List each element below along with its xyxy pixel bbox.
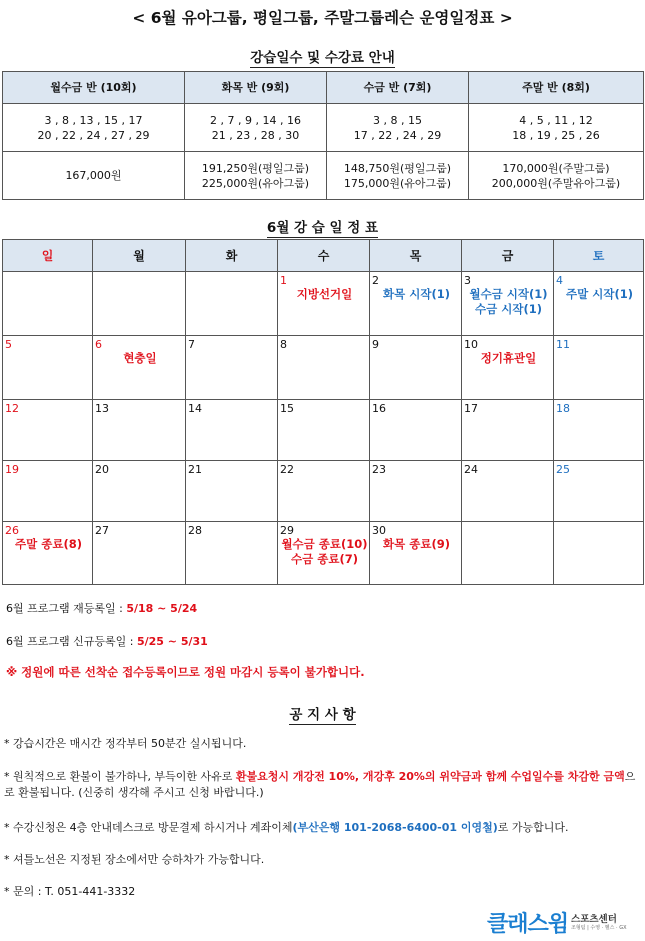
calendar-day-cell: [370, 461, 462, 522]
calendar-day-cell: [278, 522, 370, 585]
logo-mark: 클래스윔: [487, 912, 569, 937]
weekday-sat: 토: [554, 240, 644, 272]
calendar-day-cell: [3, 272, 93, 336]
calendar-day-cell: [186, 336, 278, 400]
fee-amount-mwf: 167,000원: [3, 152, 185, 200]
calendar-week: [3, 522, 644, 585]
calendar-day-cell: [370, 336, 462, 400]
day-number: 21: [188, 463, 202, 476]
day-number: 26: [5, 524, 19, 537]
fee-header-wf: 수금 반 (7회): [327, 72, 469, 104]
calendar-day-cell: [3, 336, 93, 400]
calendar-day-cell: [3, 461, 93, 522]
calendar-day-cell: [554, 272, 644, 336]
day-number: 17: [464, 402, 478, 415]
day-number: 2: [372, 274, 379, 287]
new-register-line: 6월 프로그램 신규등록일 : 5/25 ~ 5/31: [6, 635, 208, 648]
calendar-event: 주말 시작(1): [566, 287, 633, 301]
day-number: 4: [556, 274, 563, 287]
calendar-day-cell: [186, 522, 278, 585]
notice-item-2: * 원칙적으로 환불이 불가하나, 부득이한 사유로 환불요청시 개강전 10%, 개강후 20%의 위약금과 함께 수업일수를 차감한 금액으로 환불됩니다. (신중히 생각해 주시고 신청 바랍니다.): [4, 770, 636, 799]
fee-days-mwf: 3 , 8 , 13 , 15 , 17 20 , 22 , 24 , 27 , 29: [3, 104, 185, 152]
calendar-day-cell: [3, 400, 93, 461]
day-number: 28: [188, 524, 202, 537]
calendar-day-cell: [462, 461, 554, 522]
day-number: 18: [556, 402, 570, 415]
calendar-event: 지방선거일: [296, 287, 353, 301]
calendar-event: 현충일: [123, 351, 157, 365]
reregister-line: 6월 프로그램 재등록일 : 5/18 ~ 5/24: [6, 602, 198, 615]
day-number: 13: [95, 402, 109, 415]
calendar-day-cell: [462, 272, 554, 336]
calendar-day-cell: [554, 461, 644, 522]
calendar-event: 수금 시작(1): [475, 302, 542, 316]
calendar-day-cell: [93, 272, 186, 336]
day-number: 12: [5, 402, 19, 415]
notice-item-1: * 강습시간은 매시간 정각부터 50분간 실시됩니다.: [4, 737, 247, 750]
logo-tagline: 조형팀 | 수영 · 헬스 · GX: [571, 924, 627, 931]
calendar-title: 6월 강 습 일 정 표: [266, 220, 379, 236]
fee-amount-tt: 191,250원(평일그룹) 225,000원(유아그룹): [185, 152, 327, 200]
day-number: 1: [280, 274, 287, 287]
calendar-day-cell: [462, 522, 554, 585]
registration-warning: ※ 정원에 따른 선착순 접수등록이므로 정원 마감시 등록이 불가합니다.: [6, 665, 365, 679]
day-number: 10: [464, 338, 478, 351]
calendar-day-cell: [370, 272, 462, 336]
day-number: 8: [280, 338, 287, 351]
calendar-day-cell: [278, 400, 370, 461]
day-number: 22: [280, 463, 294, 476]
calendar-day-cell: [186, 400, 278, 461]
notice-item-4: * 셔틀노선은 지정된 장소에서만 승하차가 가능합니다.: [4, 853, 265, 866]
day-number: 23: [372, 463, 386, 476]
day-number: 19: [5, 463, 19, 476]
day-number: 3: [464, 274, 471, 287]
calendar-day-cell: [186, 461, 278, 522]
day-number: 20: [95, 463, 109, 476]
brand-logo: [487, 907, 627, 938]
day-number: 16: [372, 402, 386, 415]
fee-header-weekend: 주말 반 (8회): [469, 72, 644, 104]
calendar-event: 수금 종료(7): [291, 552, 358, 566]
fee-amount-wf: 148,750원(평일그룹) 175,000원(유아그룹): [327, 152, 469, 200]
calendar-day-cell: [278, 272, 370, 336]
weekday-fri: 금: [462, 240, 554, 272]
calendar-table: [2, 239, 644, 585]
calendar-day-cell: [278, 461, 370, 522]
calendar-day-cell: [370, 522, 462, 585]
calendar-day-cell: [93, 336, 186, 400]
day-number: 27: [95, 524, 109, 537]
notice-item-3: * 수강신청은 4층 안내데스크로 방문결제 하시거나 계좌이체(부산은행 101-2068-6400-01 이영철)로 가능합니다.: [4, 821, 569, 834]
notice-title: 공 지 사 항: [289, 707, 356, 723]
day-number: 5: [5, 338, 12, 351]
day-number: 14: [188, 402, 202, 415]
fee-days-weekend: 4 , 5 , 11 , 12 18 , 19 , 25 , 26: [469, 104, 644, 152]
calendar-event: 정기휴관일: [480, 351, 537, 365]
page-title: < 6월 유아그룹, 평일그룹, 주말그룹레슨 운영일정표 >: [132, 9, 513, 27]
calendar-event: 주말 종료(8): [15, 537, 82, 551]
weekday-mon: 월: [93, 240, 186, 272]
day-number: 7: [188, 338, 195, 351]
day-number: 29: [280, 524, 294, 537]
weekday-thu: 목: [370, 240, 462, 272]
fee-days-tt: 2 , 7 , 9 , 14 , 16 21 , 23 , 28 , 30: [185, 104, 327, 152]
day-number: 15: [280, 402, 294, 415]
calendar-day-cell: [3, 522, 93, 585]
calendar-day-cell: [186, 272, 278, 336]
fee-days-wf: 3 , 8 , 15 17 , 22 , 24 , 29: [327, 104, 469, 152]
calendar-event: 월수금 종료(10): [281, 537, 368, 551]
calendar-event: 화목 시작(1): [383, 287, 450, 301]
fee-header-mwf: 월수금 반 (10회): [3, 72, 185, 104]
calendar-day-cell: [278, 336, 370, 400]
calendar-day-cell: [554, 336, 644, 400]
notice-item-5: * 문의 : T. 051-441-3332: [4, 885, 136, 898]
calendar-day-cell: [370, 400, 462, 461]
logo-subtitle: 스포츠센터: [571, 913, 617, 925]
day-number: 30: [372, 524, 386, 537]
fee-table: [2, 71, 644, 200]
day-number: 24: [464, 463, 478, 476]
day-number: 25: [556, 463, 570, 476]
weekday-wed: 수: [278, 240, 370, 272]
calendar-event: 화목 종료(9): [383, 537, 450, 551]
calendar-week: [3, 461, 644, 522]
day-number: 9: [372, 338, 379, 351]
calendar-event: 월수금 시작(1): [469, 287, 548, 301]
weekday-sun: 일: [3, 240, 93, 272]
weekday-tue: 화: [186, 240, 278, 272]
fee-header-tt: 화목 반 (9회): [185, 72, 327, 104]
calendar-day-cell: [462, 400, 554, 461]
calendar-week: [3, 336, 644, 400]
calendar-day-cell: [554, 522, 644, 585]
calendar-day-cell: [554, 400, 644, 461]
calendar-day-cell: [93, 461, 186, 522]
day-number: 11: [556, 338, 570, 351]
calendar-day-cell: [93, 522, 186, 585]
fee-section-title: 강습일수 및 수강료 안내: [250, 50, 395, 66]
calendar-week: [3, 400, 644, 461]
day-number: 6: [95, 338, 102, 351]
calendar-day-cell: [462, 336, 554, 400]
calendar-day-cell: [93, 400, 186, 461]
fee-amount-weekend: 170,000원(주말그룹) 200,000원(주말유아그룹): [469, 152, 644, 200]
calendar-week: [3, 272, 644, 336]
